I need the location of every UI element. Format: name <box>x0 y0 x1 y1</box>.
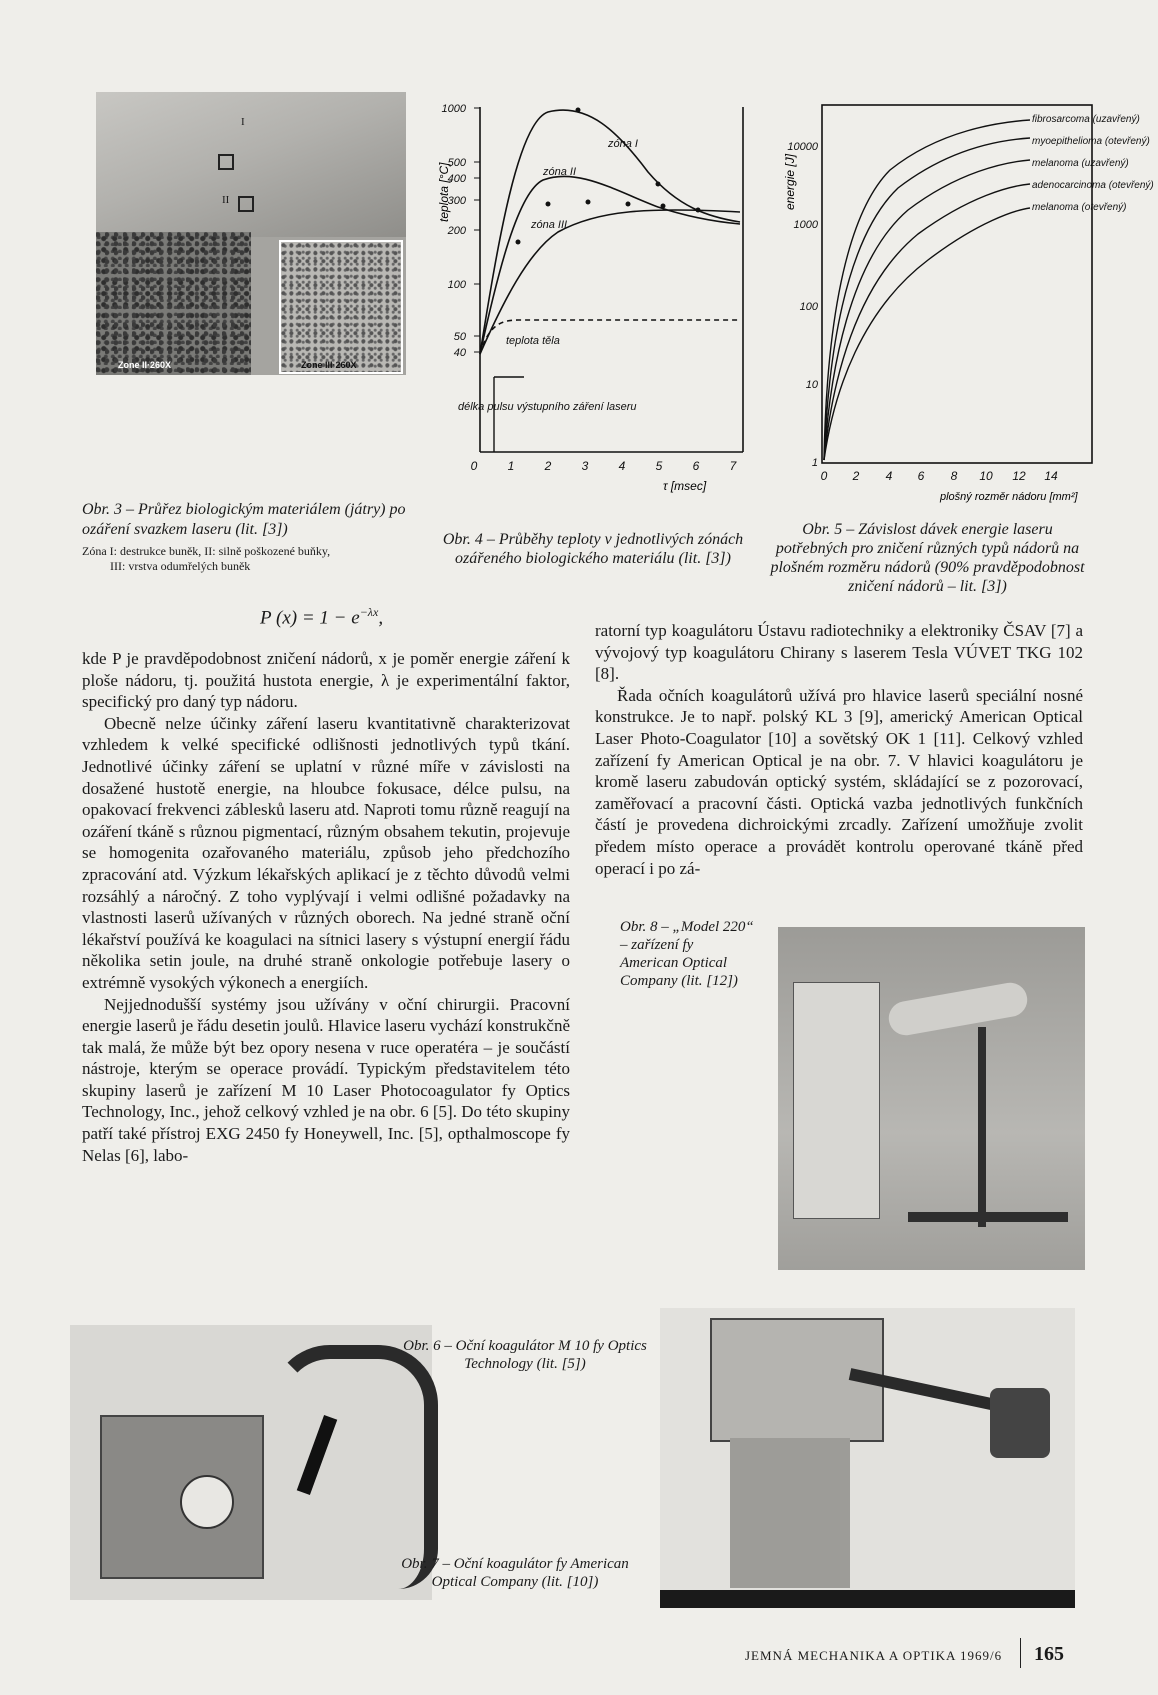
fig3-zone-box <box>238 196 254 212</box>
fig4-xtick: 2 <box>544 459 552 473</box>
fig7-column <box>730 1438 850 1588</box>
fig4-xtick: 4 <box>618 459 626 473</box>
formula-main: P (x) = 1 − e <box>260 607 360 629</box>
fig4-xlabel: τ [msec] <box>663 479 707 493</box>
fig8-caption: Obr. 8 – „Model 220“ – zařízení fy American Optical Company (lit. [12]) <box>620 919 754 989</box>
fig4-ytick: 40 <box>453 347 466 359</box>
fig6-photo <box>70 1325 432 1600</box>
fig4-chart <box>418 92 763 507</box>
formula <box>260 605 383 629</box>
fig3-caption <box>82 500 412 574</box>
fig3-photo <box>96 92 406 375</box>
footer-journal: JEMNÁ MECHANIKA A OPTIKA 1969/6 <box>745 1648 1003 1663</box>
fig3-zone2-micrograph <box>96 232 251 375</box>
fig4-ytick: 400 <box>447 173 466 185</box>
left-paragraph: kde P je pravděpodobnost zničení nádorů, x je poměr energie záření k ploše nádoru, tj. použitá hustota energie, λ je experimentální faktor, specifický pro daný typ nádoru. <box>82 649 570 712</box>
fig5-xtick: 0 <box>820 469 828 483</box>
fig5-xtick: 6 <box>917 469 925 483</box>
fig4-annot-zone1: zóna I <box>608 138 638 150</box>
fig5-curve <box>824 138 1030 460</box>
fig5-ylabel: energie [J] <box>783 153 797 210</box>
fig5-curve <box>824 160 1030 460</box>
fig3-zone-box <box>218 154 234 170</box>
fig5-xtick: 4 <box>885 469 893 483</box>
fig4-curve-zone2 <box>480 176 740 354</box>
fig5-xtick: 14 <box>1044 469 1058 483</box>
fig6-cable <box>270 1345 438 1589</box>
fig5-xtick: 10 <box>979 469 993 483</box>
fig7-head <box>990 1388 1050 1458</box>
fig4-xtick: 6 <box>692 459 700 473</box>
right-column <box>595 620 1083 879</box>
fig8-base <box>908 1212 1068 1222</box>
left-paragraph: Obecně nelze účinky záření laseru kvantitativně charakterizovat vzhledem k velké specifické odlišnosti jednotlivých typů tkání. Jednotlivé účinky záření se uplatní v různé míře v závislosti na dosažené hustotě energie, na hloubce fokusace, délce pulsu, na opakovací frekvenci záblesků laseru atd. Naproti tomu různě reagují na ozáření tkáně s různou pigmentací, různým obsahem tekutin, projevuje se homogenita ozařovaného materiálu, způsob jeho předchozího zpracování atd. Výzkum lékařských aplikací je z těchto důvodů velmi rozsáhlý a náročný. Z toho vyplývají i velmi odlišné požadavky na vlastnosti laserů užívaných v různých oborech. Na jedné straně oční lékařství používá ke koagulaci na sítnici lasery s výstupní energií řádu několika setin joule, na druhé straně onkologie potřebuje lasery o extrémně vysokých výkonech a energiích. <box>82 713 570 992</box>
fig3-caption-line1: Zóna I: destrukce buněk, II: silně poškozené buňky, <box>82 544 331 558</box>
fig4-annot-pulse-text: délka pulsu výstupního záření laseru <box>458 401 637 413</box>
fig6-dial <box>180 1475 234 1529</box>
fig3-zone3-micrograph <box>279 240 403 374</box>
fig7-caption: Obr. 7 – Oční koagulátor fy American Optical Company (lit. [10]) <box>401 1556 629 1590</box>
fig5-chart <box>780 100 1154 510</box>
fig4-ytick: 100 <box>447 279 466 291</box>
fig4-ylabel: teplota [°C] <box>437 162 451 222</box>
fig3-label-I: I <box>241 116 245 128</box>
fig5-ytick: 1 <box>811 457 818 469</box>
fig8-cabinet <box>793 982 880 1219</box>
fig3-caption-line2: III: vrstva odumřelých buněk <box>110 559 251 573</box>
fig4-annot-zone2: zóna II <box>543 166 577 178</box>
fig8-stand <box>978 1027 986 1227</box>
footer-separator <box>1020 1638 1021 1668</box>
fig4-xtick: 3 <box>581 459 589 473</box>
fig4-ytick: 300 <box>447 195 466 207</box>
fig5-legend-item: melanoma (uzavřený) <box>1032 158 1129 169</box>
page-number: 165 <box>1034 1643 1064 1665</box>
fig5-legend-item: melanoma (otevřený) <box>1032 202 1127 213</box>
fig3-zone3-label: Zone III·260X <box>301 360 357 370</box>
fig5-curve <box>824 120 1030 460</box>
fig5-legend-item: fibrosarcoma (uzavřený) <box>1032 114 1140 125</box>
formula-tail: , <box>378 607 384 629</box>
fig4-annot-zone3: zóna III <box>531 219 568 231</box>
fig5-ytick: 100 <box>799 301 818 313</box>
formula-exp: −λx <box>359 605 379 619</box>
fig4-ytick: 50 <box>453 331 466 343</box>
fig4-annot-body: teplota těla <box>506 335 560 347</box>
fig5-xtick: 12 <box>1012 469 1026 483</box>
fig5-xtick: 2 <box>852 469 860 483</box>
fig4-xtick: 0 <box>470 459 478 473</box>
fig3-overview <box>96 92 406 237</box>
fig3-label-II: II <box>222 194 230 206</box>
fig8-photo <box>778 927 1085 1270</box>
fig5-caption: Obr. 5 – Závislost dávek energie laseru potřebných pro zničení různých typů nádorů na plošném rozměru nádorů (90% pravděpodobnost zničení nádorů – lit. [3]) <box>770 521 1085 595</box>
fig4-ytick: 200 <box>447 225 466 237</box>
fig5-ytick: 1000 <box>793 219 818 231</box>
fig5-ytick: 10 <box>805 379 818 391</box>
fig7-floor <box>660 1590 1075 1608</box>
fig6-caption: Obr. 6 – Oční koagulátor M 10 fy Optics Technology (lit. [5]) <box>403 1338 647 1372</box>
right-paragraph: ratorní typ koagulátoru Ústavu radiotechniky a elektroniky ČSAV [7] a vývojový typ koagulátoru Chirany s laserem Tesla VÚVET TKG 102 [8]. <box>595 621 1083 684</box>
fig3-caption-title: Obr. 3 – Průřez biologickým materiálem (játry) po ozáření svazkem laseru (lit. [3]) <box>82 501 406 538</box>
left-column <box>82 648 570 1166</box>
fig5-ytick: 10000 <box>787 141 818 153</box>
fig5-xlabel: plošný rozměr nádoru [mm²] <box>940 491 1078 503</box>
fig5-xtick: 8 <box>950 469 958 483</box>
fig4-ytick: 500 <box>447 157 466 169</box>
fig7-photo <box>660 1308 1075 1608</box>
fig4-xtick: 5 <box>655 459 663 473</box>
fig3-zone2-label: Zone II·260X <box>118 360 172 370</box>
left-paragraph: Nejjednodušší systémy jsou užívány v oční chirurgii. Pracovní energie laserů je řádu desetin joulů. Hlavice laseru vychází konstrukčně tak malá, že může být bez opory nesena v ruce operatéra – je součástí nástroje, kterým se operace provádí. Typickým představitelem této skupiny laserů je zařízení M 10 Laser Photocoagulator fy Optics Technology, Inc., jehož celkový vzhled je na obr. 6 [5]. Do této skupiny patří také přístroj EXG 2450 fy Honeywell, Inc. [5], opthalmoscope fy Nelas [6], labo- <box>82 994 570 1165</box>
fig4-curve-zone3 <box>480 210 740 354</box>
fig5-curve <box>824 208 1030 460</box>
fig4-xtick: 7 <box>729 459 737 473</box>
right-paragraph: Řada očních koagulátorů užívá pro hlavice laserů speciální nosné konstrukce. Je to např. polský KL 3 [9], americký American Optical Laser Photo-Coagulator [10] a sovětský OK 1 [11]. Celkový vzhled zařízení fy American Optical je na obr. 7. V hlavici koagulátoru je kromě laseru zabudován optický systém, skládající se z pozorovací, zaměřovací a pracovní části. Optická vazba jednotlivých funkčních částí je provedena dichroickými zrcadly. Zařízení umožňuje zvolit předem místo operace a provádět kontrolu operované tkáně před operací i po zá- <box>595 685 1083 878</box>
fig5-curve <box>824 184 1030 460</box>
fig4-ytick: 1000 <box>441 103 466 115</box>
fig5-legend-item: adenocarcinoma (otevřený) <box>1032 180 1154 191</box>
fig8-laser-head <box>886 980 1030 1038</box>
fig4-annot-pulse <box>458 401 637 413</box>
fig4-caption: Obr. 4 – Průběhy teploty v jednotlivých zónách ozářeného biologického materiálu (lit. [3]) <box>442 531 744 567</box>
fig4-xtick: 1 <box>507 459 515 473</box>
fig5-legend-item: myoepithelioma (otevřený) <box>1032 136 1150 147</box>
